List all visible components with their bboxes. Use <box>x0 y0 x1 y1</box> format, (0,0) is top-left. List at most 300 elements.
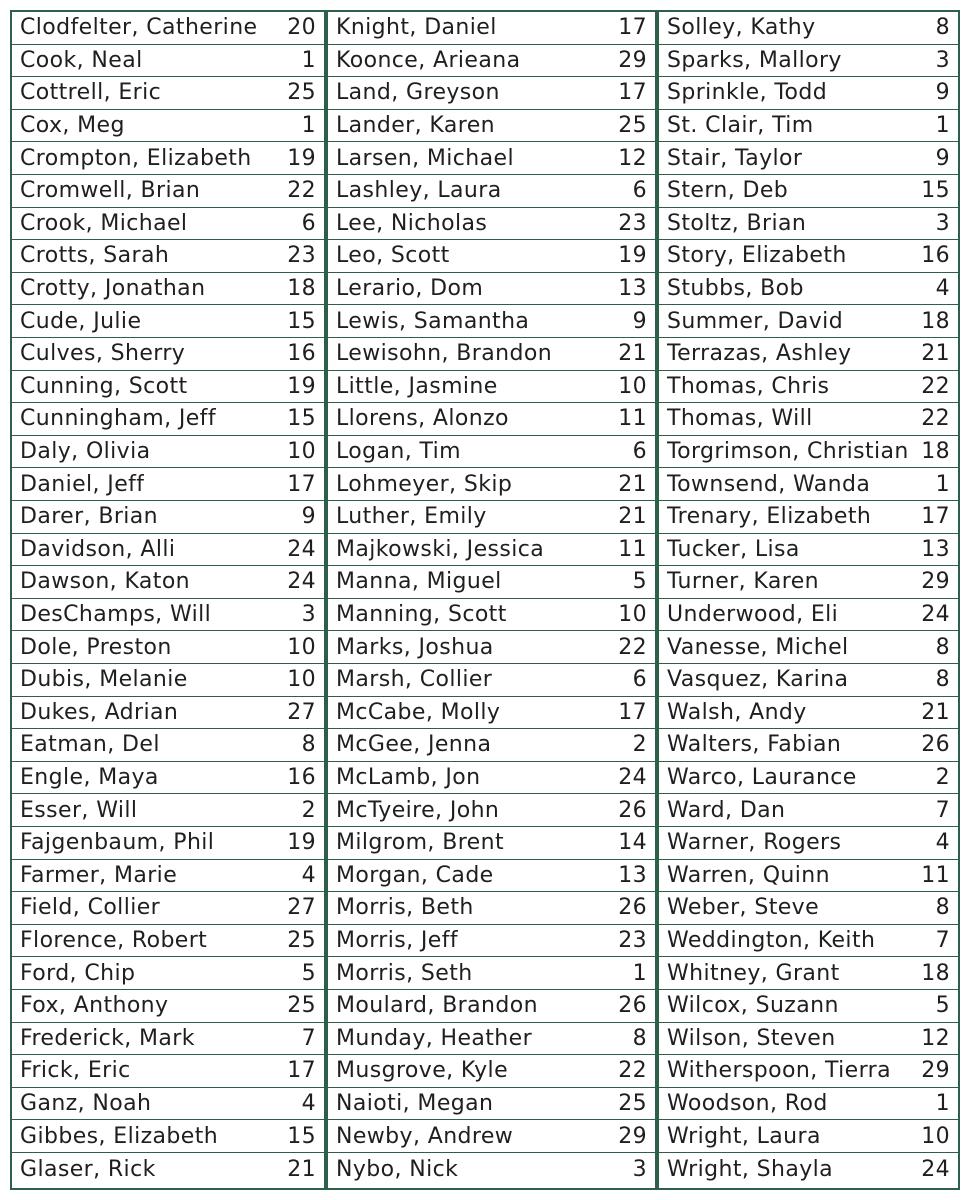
person-number: 11 <box>618 536 647 562</box>
table-row <box>328 762 655 795</box>
table-row <box>659 794 958 827</box>
table-row <box>328 208 655 241</box>
person-number: 19 <box>287 373 316 399</box>
person-number: 21 <box>921 699 950 725</box>
person-name: Manning, Scott <box>336 602 507 628</box>
person-number: 2 <box>632 732 647 758</box>
person-number: 18 <box>921 960 950 986</box>
table-row <box>12 240 324 273</box>
table-row <box>328 142 655 175</box>
person-name: Summer, David <box>667 308 844 334</box>
table-row <box>328 240 655 273</box>
person-name: Trenary, Elizabeth <box>667 504 872 530</box>
table-row <box>659 240 958 273</box>
person-number: 9 <box>935 80 950 106</box>
person-number: 5 <box>632 569 647 595</box>
person-number: 10 <box>287 634 316 660</box>
table-row <box>12 436 324 469</box>
person-number: 25 <box>287 928 316 954</box>
person-name: McGee, Jenna <box>336 732 492 758</box>
person-number: 19 <box>287 830 316 856</box>
table-row <box>328 860 655 893</box>
person-name: Terrazas, Ashley <box>667 341 852 367</box>
person-name: Fajgenbaum, Phil <box>20 830 215 856</box>
person-name: Warner, Rogers <box>667 830 842 856</box>
table-row <box>328 45 655 78</box>
person-number: 21 <box>618 504 647 530</box>
person-name: Weddington, Keith <box>667 928 876 954</box>
person-number: 15 <box>287 406 316 432</box>
person-number: 5 <box>301 960 316 986</box>
table-row <box>659 338 958 371</box>
table-row <box>12 110 324 143</box>
person-name: Glaser, Rick <box>20 1156 156 1182</box>
table-row <box>328 697 655 730</box>
table-row <box>12 175 324 208</box>
person-number: 29 <box>921 569 950 595</box>
table-row <box>659 142 958 175</box>
table-row <box>328 403 655 436</box>
person-name: Dawson, Katon <box>20 569 191 595</box>
person-number: 15 <box>287 1123 316 1149</box>
person-number: 4 <box>935 276 950 302</box>
table-row <box>328 599 655 632</box>
person-number: 2 <box>301 797 316 823</box>
person-number: 8 <box>301 732 316 758</box>
table-row <box>328 827 655 860</box>
person-number: 21 <box>618 471 647 497</box>
person-name: Stoltz, Brian <box>667 210 807 236</box>
person-name: DesChamps, Will <box>20 602 212 628</box>
table-row <box>12 12 324 45</box>
person-name: St. Clair, Tim <box>667 113 814 139</box>
person-number: 9 <box>632 308 647 334</box>
person-number: 25 <box>618 113 647 139</box>
person-name: Culves, Sherry <box>20 341 186 367</box>
person-name: Nybo, Nick <box>336 1156 459 1182</box>
person-name: Munday, Heather <box>336 1025 533 1051</box>
table-row <box>659 599 958 632</box>
table-row <box>659 1153 958 1186</box>
person-number: 23 <box>618 210 647 236</box>
table-row <box>659 403 958 436</box>
table-row <box>328 273 655 306</box>
table-row <box>12 371 324 404</box>
person-number: 17 <box>618 699 647 725</box>
person-name: McLamb, Jon <box>336 765 481 791</box>
table-row <box>12 534 324 567</box>
person-number: 9 <box>301 504 316 530</box>
person-name: Daniel, Jeff <box>20 471 145 497</box>
person-number: 24 <box>287 536 316 562</box>
table-row <box>12 925 324 958</box>
person-number: 24 <box>287 569 316 595</box>
table-row <box>659 77 958 110</box>
person-name: Walsh, Andy <box>667 699 807 725</box>
person-number: 22 <box>921 373 950 399</box>
person-name: Cude, Julie <box>20 308 142 334</box>
person-number: 29 <box>618 47 647 73</box>
person-number: 29 <box>618 1123 647 1149</box>
person-number: 24 <box>921 1156 950 1182</box>
table-row <box>659 1023 958 1056</box>
person-name: Engle, Maya <box>20 765 159 791</box>
table-row <box>659 436 958 469</box>
person-number: 15 <box>921 178 950 204</box>
person-number: 24 <box>618 765 647 791</box>
person-name: McCabe, Molly <box>336 699 501 725</box>
person-name: Koonce, Arieana <box>336 47 521 73</box>
person-name: Wright, Shayla <box>667 1156 834 1182</box>
table-row <box>12 957 324 990</box>
table-row <box>659 501 958 534</box>
table-row <box>328 566 655 599</box>
person-number: 13 <box>921 536 950 562</box>
person-name: Witherspoon, Tierra <box>667 1058 892 1084</box>
person-name: Woodson, Rod <box>667 1091 828 1117</box>
person-name: Cromwell, Brian <box>20 178 201 204</box>
table-row <box>328 436 655 469</box>
table-row <box>12 1088 324 1121</box>
person-name: Whitney, Grant <box>667 960 840 986</box>
person-name: Ward, Dan <box>667 797 786 823</box>
person-name: Cunning, Scott <box>20 373 188 399</box>
person-name: Wright, Laura <box>667 1123 821 1149</box>
person-name: Gibbes, Elizabeth <box>20 1123 219 1149</box>
person-name: Leo, Scott <box>336 243 450 269</box>
person-name: Llorens, Alonzo <box>336 406 509 432</box>
table-row <box>659 697 958 730</box>
person-name: Walters, Fabian <box>667 732 842 758</box>
person-number: 25 <box>287 80 316 106</box>
table-row <box>659 631 958 664</box>
table-row <box>12 1023 324 1056</box>
person-name: Luther, Emily <box>336 504 487 530</box>
table-row <box>12 403 324 436</box>
person-number: 6 <box>632 178 647 204</box>
person-number: 1 <box>301 113 316 139</box>
person-number: 16 <box>287 341 316 367</box>
table-row <box>12 273 324 306</box>
person-number: 10 <box>618 373 647 399</box>
person-number: 5 <box>935 993 950 1019</box>
table-row <box>12 45 324 78</box>
person-number: 3 <box>935 47 950 73</box>
table-row <box>328 892 655 925</box>
person-name: Marsh, Collier <box>336 667 493 693</box>
person-name: Lewisohn, Brandon <box>336 341 553 367</box>
person-name: Vanesse, Michel <box>667 634 849 660</box>
person-name: Frick, Eric <box>20 1058 131 1084</box>
person-name: Logan, Tim <box>336 439 462 465</box>
person-name: Lashley, Laura <box>336 178 502 204</box>
person-number: 8 <box>935 15 950 41</box>
person-name: Lewis, Samantha <box>336 308 530 334</box>
person-number: 27 <box>287 895 316 921</box>
person-number: 10 <box>287 439 316 465</box>
person-name: Fox, Anthony <box>20 993 169 1019</box>
person-name: Eatman, Del <box>20 732 160 758</box>
person-number: 6 <box>632 439 647 465</box>
person-name: Thomas, Will <box>667 406 813 432</box>
person-name: Crotts, Sarah <box>20 243 170 269</box>
person-name: Cottrell, Eric <box>20 80 162 106</box>
table-row <box>659 12 958 45</box>
person-name: Tucker, Lisa <box>667 536 800 562</box>
table-row <box>659 175 958 208</box>
person-number: 27 <box>287 699 316 725</box>
table-row <box>328 305 655 338</box>
person-name: Crompton, Elizabeth <box>20 145 252 171</box>
person-name: Dukes, Adrian <box>20 699 179 725</box>
person-name: Frederick, Mark <box>20 1025 195 1051</box>
person-number: 7 <box>301 1025 316 1051</box>
person-number: 1 <box>935 113 950 139</box>
table-row <box>12 468 324 501</box>
table-row <box>12 697 324 730</box>
table-column-2 <box>324 12 655 1188</box>
person-name: Lohmeyer, Skip <box>336 471 513 497</box>
table-row <box>328 12 655 45</box>
table-row <box>659 729 958 762</box>
table-row <box>328 1023 655 1056</box>
table-row <box>659 45 958 78</box>
table-row <box>659 990 958 1023</box>
table-row <box>659 468 958 501</box>
person-name: McTyeire, John <box>336 797 500 823</box>
table-row <box>328 957 655 990</box>
table-row <box>659 1088 958 1121</box>
person-number: 9 <box>935 145 950 171</box>
person-name: Esser, Will <box>20 797 138 823</box>
person-name: Underwood, Eli <box>667 602 839 628</box>
person-name: Majkowski, Jessica <box>336 536 545 562</box>
table-row <box>12 729 324 762</box>
table-column-3 <box>655 12 958 1188</box>
person-number: 15 <box>287 308 316 334</box>
table-row <box>328 468 655 501</box>
person-number: 17 <box>287 471 316 497</box>
person-number: 18 <box>921 439 950 465</box>
table-row <box>659 534 958 567</box>
table-row <box>659 371 958 404</box>
person-number: 25 <box>287 993 316 1019</box>
person-name: Crotty, Jonathan <box>20 276 206 302</box>
person-number: 11 <box>618 406 647 432</box>
person-number: 22 <box>618 634 647 660</box>
table-row <box>659 305 958 338</box>
person-number: 8 <box>935 667 950 693</box>
table-row <box>659 208 958 241</box>
person-name: Weber, Steve <box>667 895 820 921</box>
table-row <box>328 990 655 1023</box>
table-row <box>328 1120 655 1153</box>
person-name: Little, Jasmine <box>336 373 498 399</box>
person-number: 26 <box>618 797 647 823</box>
person-number: 4 <box>301 862 316 888</box>
table-row <box>12 664 324 697</box>
person-name: Marks, Joshua <box>336 634 494 660</box>
person-name: Warco, Laurance <box>667 765 857 791</box>
person-number: 21 <box>618 341 647 367</box>
person-number: 17 <box>287 1058 316 1084</box>
person-number: 7 <box>935 928 950 954</box>
person-number: 21 <box>287 1156 316 1182</box>
person-number: 21 <box>921 341 950 367</box>
person-number: 3 <box>935 210 950 236</box>
table-row <box>659 827 958 860</box>
table-row <box>12 827 324 860</box>
person-name: Warren, Quinn <box>667 862 830 888</box>
person-number: 26 <box>921 732 950 758</box>
person-name: Townsend, Wanda <box>667 471 871 497</box>
table-row <box>328 371 655 404</box>
person-name: Lander, Karen <box>336 113 495 139</box>
person-number: 22 <box>618 1058 647 1084</box>
person-name: Wilcox, Suzann <box>667 993 839 1019</box>
person-number: 3 <box>301 602 316 628</box>
person-number: 1 <box>632 960 647 986</box>
table-row <box>328 338 655 371</box>
person-name: Field, Collier <box>20 895 161 921</box>
person-number: 19 <box>618 243 647 269</box>
person-number: 3 <box>632 1156 647 1182</box>
person-name: Dubis, Melanie <box>20 667 188 693</box>
table-column-1 <box>12 12 324 1188</box>
table-row <box>659 762 958 795</box>
table-row <box>12 142 324 175</box>
table-row <box>659 957 958 990</box>
person-number: 24 <box>921 602 950 628</box>
person-name: Daly, Olivia <box>20 439 151 465</box>
table-row <box>328 110 655 143</box>
person-name: Crook, Michael <box>20 210 188 236</box>
person-number: 26 <box>618 895 647 921</box>
name-number-table <box>10 10 960 1190</box>
person-number: 8 <box>935 895 950 921</box>
table-row <box>12 208 324 241</box>
person-name: Thomas, Chris <box>667 373 830 399</box>
person-name: Torgrimson, Christian <box>667 439 909 465</box>
table-row <box>659 892 958 925</box>
person-number: 17 <box>921 504 950 530</box>
table-row <box>659 1055 958 1088</box>
person-name: Land, Greyson <box>336 80 500 106</box>
person-number: 17 <box>618 15 647 41</box>
table-row <box>659 566 958 599</box>
table-row <box>659 110 958 143</box>
person-number: 10 <box>921 1123 950 1149</box>
person-number: 1 <box>935 471 950 497</box>
table-row <box>328 1055 655 1088</box>
person-name: Morgan, Cade <box>336 862 494 888</box>
person-number: 29 <box>921 1058 950 1084</box>
person-number: 4 <box>935 830 950 856</box>
person-name: Dole, Preston <box>20 634 172 660</box>
table-row <box>12 794 324 827</box>
table-row <box>12 1120 324 1153</box>
table-row <box>12 1153 324 1186</box>
table-row <box>12 762 324 795</box>
person-name: Newby, Andrew <box>336 1123 514 1149</box>
table-row <box>328 534 655 567</box>
person-number: 16 <box>287 765 316 791</box>
person-number: 1 <box>935 1091 950 1117</box>
person-name: Naioti, Megan <box>336 1091 494 1117</box>
person-number: 2 <box>935 765 950 791</box>
person-number: 10 <box>287 667 316 693</box>
table-row <box>328 925 655 958</box>
person-name: Moulard, Brandon <box>336 993 538 1019</box>
table-row <box>328 729 655 762</box>
person-number: 8 <box>632 1025 647 1051</box>
person-name: Musgrove, Kyle <box>336 1058 509 1084</box>
person-number: 6 <box>301 210 316 236</box>
table-row <box>12 338 324 371</box>
person-name: Darer, Brian <box>20 504 159 530</box>
person-name: Morris, Seth <box>336 960 473 986</box>
person-name: Turner, Karen <box>667 569 819 595</box>
person-number: 11 <box>921 862 950 888</box>
table-row <box>659 1120 958 1153</box>
person-name: Davidson, Alli <box>20 536 176 562</box>
table-row <box>328 1153 655 1186</box>
person-name: Milgrom, Brent <box>336 830 504 856</box>
table-row <box>328 501 655 534</box>
table-row <box>659 860 958 893</box>
table-row <box>328 1088 655 1121</box>
person-name: Morris, Beth <box>336 895 474 921</box>
person-number: 26 <box>618 993 647 1019</box>
person-number: 13 <box>618 276 647 302</box>
table-row <box>328 77 655 110</box>
person-number: 7 <box>935 797 950 823</box>
person-number: 25 <box>618 1091 647 1117</box>
table-row <box>12 631 324 664</box>
person-number: 22 <box>287 178 316 204</box>
person-number: 23 <box>287 243 316 269</box>
person-name: Manna, Miguel <box>336 569 502 595</box>
table-row <box>12 990 324 1023</box>
person-name: Larsen, Michael <box>336 145 514 171</box>
person-name: Cox, Meg <box>20 113 125 139</box>
person-number: 20 <box>287 15 316 41</box>
person-number: 8 <box>935 634 950 660</box>
person-name: Lerario, Dom <box>336 276 484 302</box>
table-row <box>328 664 655 697</box>
table-row <box>12 77 324 110</box>
table-row <box>328 631 655 664</box>
person-name: Cunningham, Jeff <box>20 406 216 432</box>
table-row <box>659 664 958 697</box>
person-name: Florence, Robert <box>20 928 208 954</box>
person-name: Farmer, Marie <box>20 862 178 888</box>
person-number: 10 <box>618 602 647 628</box>
person-name: Cook, Neal <box>20 47 143 73</box>
table-row <box>328 175 655 208</box>
person-number: 18 <box>921 308 950 334</box>
table-row <box>659 273 958 306</box>
person-number: 12 <box>921 1025 950 1051</box>
person-number: 18 <box>287 276 316 302</box>
person-name: Stubbs, Bob <box>667 276 804 302</box>
person-name: Ganz, Noah <box>20 1091 152 1117</box>
table-row <box>12 892 324 925</box>
person-name: Ford, Chip <box>20 960 136 986</box>
table-row <box>659 925 958 958</box>
person-number: 6 <box>632 667 647 693</box>
person-number: 23 <box>618 928 647 954</box>
